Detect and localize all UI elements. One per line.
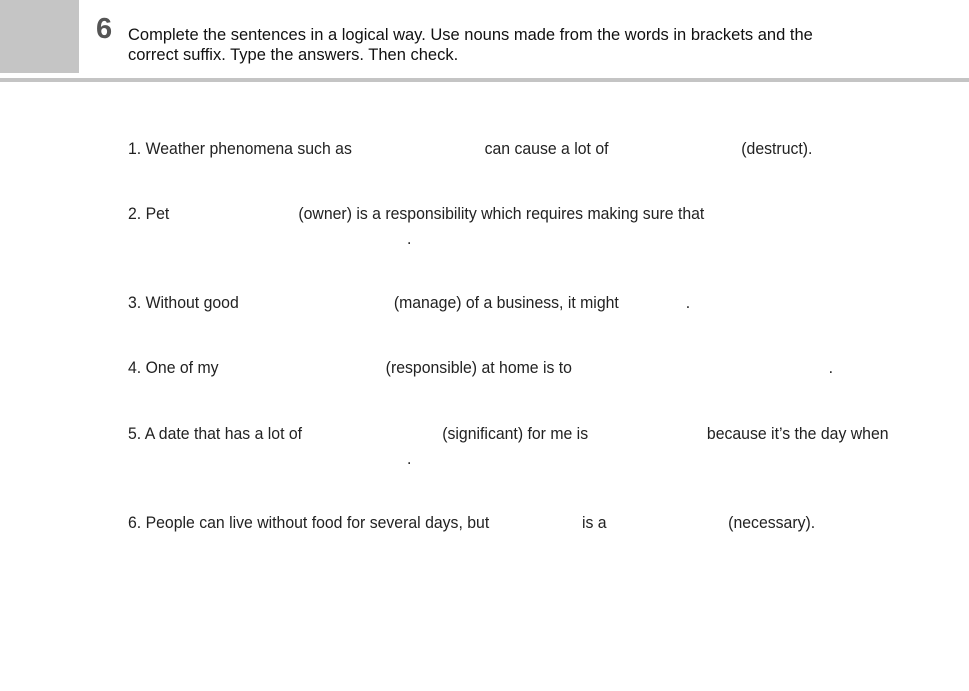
sentence-text: One of my (145, 358, 219, 377)
instruction-line-2: correct suffix. Type the answers. Then check. (128, 46, 459, 64)
sentence-5 (128, 423, 889, 445)
sentence-text: because it’s the day when (706, 424, 889, 443)
item-number: 2. (128, 204, 142, 223)
sentence-text: Pet (145, 204, 170, 223)
sentence-text: (manage) of a business, it might (393, 293, 619, 312)
item-number: 3. (128, 293, 142, 312)
sentence-text: People can live without food for several days, but (145, 513, 490, 532)
sentence-end: . (685, 293, 691, 312)
item-number: 5. (128, 424, 142, 443)
sentence-6 (128, 512, 815, 534)
sentence-text: Weather phenomena such as (145, 139, 352, 158)
exercise-number: 6 (96, 13, 113, 45)
item-number: 4. (128, 358, 142, 377)
sentence-text: (owner) is a responsibility which requires making sure that (298, 204, 705, 223)
sentence-end: . (828, 358, 834, 377)
sentence-text: (destruct). (741, 139, 813, 158)
item-number: 6. (128, 513, 142, 532)
sentence-text: is a (581, 513, 607, 532)
sentence-5-continuation (128, 448, 411, 470)
sentence-text: Without good (145, 293, 239, 312)
item-number: 1. (128, 139, 142, 158)
sentence-2 (128, 203, 704, 225)
exercise-header-block (0, 0, 79, 73)
sentence-3 (128, 292, 690, 314)
header-divider (0, 78, 969, 82)
sentence-text: can cause a lot of (484, 139, 609, 158)
sentence-text: (significant) for me is (442, 424, 589, 443)
sentence-4 (128, 357, 833, 379)
sentence-text: (necessary). (728, 513, 816, 532)
exercise-instructions (128, 25, 928, 65)
instruction-line-1: Complete the sentences in a logical way. Use nouns made from the words in brackets and the (128, 26, 813, 44)
sentence-text: (responsible) at home is to (385, 358, 572, 377)
sentence-2-continuation (128, 228, 411, 250)
sentence-end: . (407, 229, 412, 248)
sentence-1 (128, 138, 812, 160)
sentence-end: . (407, 449, 412, 468)
sentence-text: A date that has a lot of (144, 424, 303, 443)
